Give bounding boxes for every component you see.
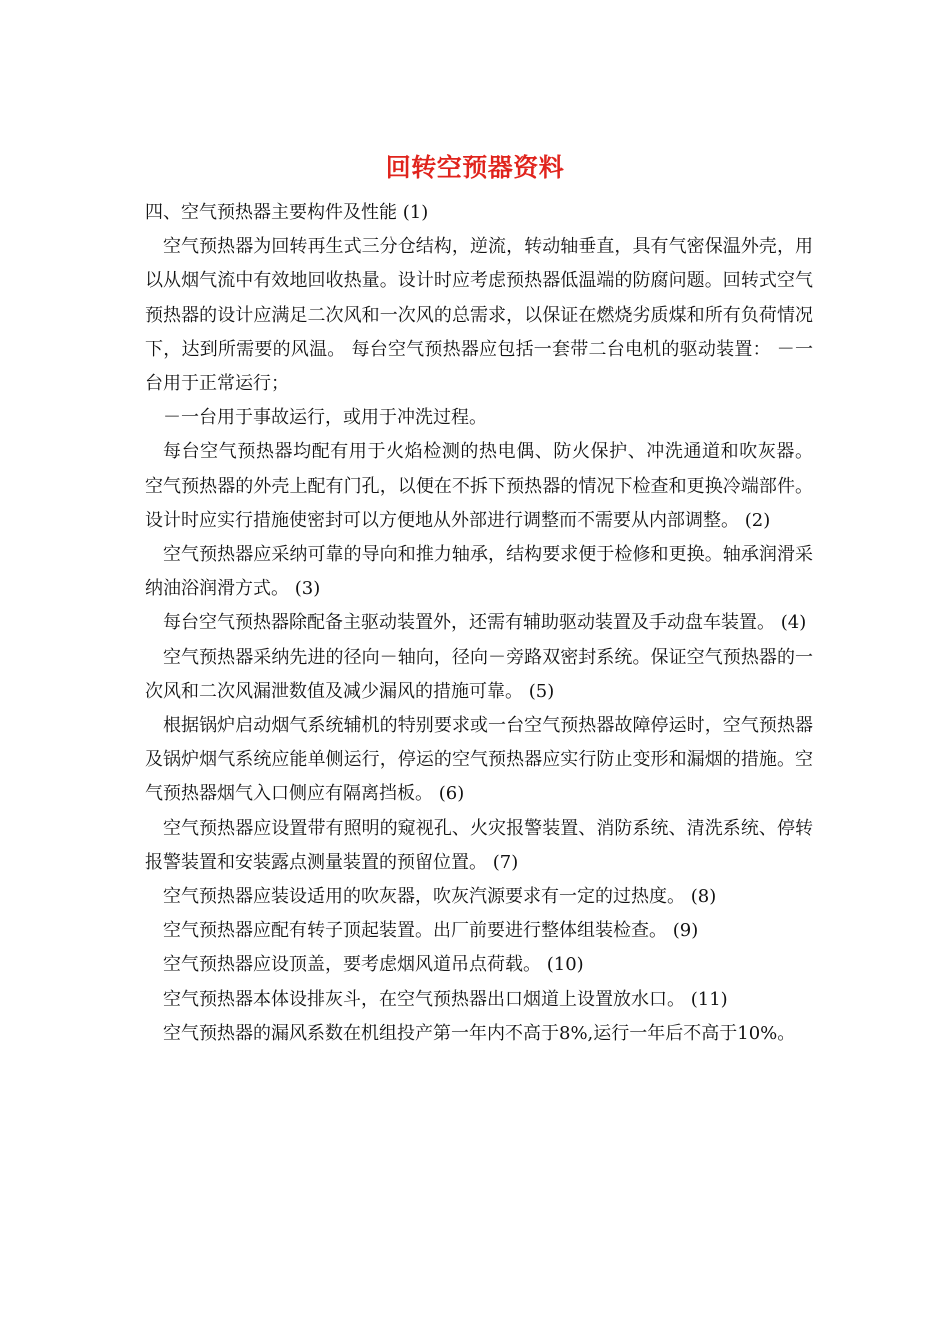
- paragraph: 根据锅炉启动烟气系统辅机的特别要求或一台空气预热器故障停运时，空气预热器及锅炉烟气系统应能单侧运行，停运的空气预热器应实行防止变形和漏烟的措施。空气预热器烟气入口侧应有隔离挡板。 (6): [145, 715, 813, 805]
- paragraph: 空气预热器应装设适用的吹灰器，吹灰汽源要求有一定的过热度。 (8): [163, 886, 717, 908]
- paragraph: 空气预热器的漏风系数在机组投产第一年内不高于8%,运行一年后不高于10%。: [163, 1022, 796, 1044]
- section-heading: 四、空气预热器主要构件及性能 (1): [145, 202, 429, 223]
- paragraph: 空气预热器应采纳可靠的导向和推力轴承，结构要求便于检修和更换。轴承润滑采纳油浴润滑方式。 (3): [145, 544, 813, 600]
- paragraph: 空气预热器为回转再生式三分仓结构，逆流，转动轴垂直，具有气密保温外壳，用以从烟气流中有效地回收热量。设计时应考虑预热器低温端的防腐问题。回转式空气预热器的设计应满足二次风和一次风的总需求，以保证在燃烧劣质煤和所有负荷情况下，达到所需要的风温。 每台空气预热器应包括一套带二台电机的驱动装置： －一台用于正常运行；: [145, 236, 813, 395]
- document-title: 回转空预器资料: [385, 153, 565, 182]
- paragraph: 每台空气预热器均配有用于火焰检测的热电偶、防火保护、冲洗通道和吹灰器。 空气预热器的外壳上配有门孔，以便在不拆下预热器的情况下检查和更换冷端部件。 设计时应实行措施使密封可以方便地从外部进行调整而不需要从内部调整。 (2): [145, 441, 813, 531]
- paragraph: 空气预热器采纳先进的径向－轴向，径向－旁路双密封系统。保证空气预热器的一次风和二次风漏泄数值及减少漏风的措施可靠。 (5): [145, 646, 813, 702]
- paragraph: 每台空气预热器除配备主驱动装置外，还需有辅助驱动装置及手动盘车装置。 (4): [163, 612, 807, 634]
- paragraph: 空气预热器应配有转子顶起装置。出厂前要进行整体组装检查。 (9): [163, 920, 699, 942]
- document-body: [145, 196, 813, 1051]
- paragraph: 空气预热器应设顶盖，要考虑烟风道吊点荷载。 (10): [163, 954, 584, 976]
- paragraph: －一台用于事故运行，或用于冲洗过程。: [163, 407, 487, 429]
- paragraph: 空气预热器本体设排灰斗，在空气预热器出口烟道上设置放水口。 (11): [163, 988, 728, 1010]
- paragraph: 空气预热器应设置带有照明的窥视孔、火灾报警装置、消防系统、清洗系统、停转报警装置和安装露点测量装置的预留位置。 (7): [145, 817, 813, 873]
